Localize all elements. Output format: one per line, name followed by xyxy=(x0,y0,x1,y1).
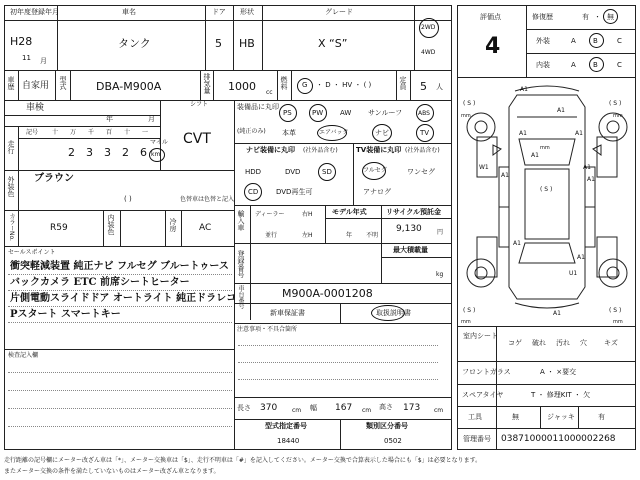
navi-hdd: HDD xyxy=(245,168,262,176)
class-label: 類別区分番号 xyxy=(366,422,408,430)
svg-text:mm: mm xyxy=(613,113,623,119)
navi-label: ナビ装備に丸印 xyxy=(246,146,295,154)
mile-unit: マイル xyxy=(150,139,168,146)
seat-item: 汚れ xyxy=(556,339,570,347)
diagram-label: A1 xyxy=(501,172,509,179)
tv-label: TV装備に丸印 xyxy=(356,146,402,154)
navi-sub: (社外品含む) xyxy=(303,147,338,154)
capacity-unit: 人 xyxy=(436,83,443,91)
svg-text:mm: mm xyxy=(540,145,550,151)
seat-item: コゲ xyxy=(508,339,522,347)
recycle-yen: 円 xyxy=(437,229,444,236)
chassis-value: M900A-0001208 xyxy=(282,287,373,300)
length-value: 370 xyxy=(260,403,278,413)
import-left: 左H xyxy=(302,232,313,239)
height-cm: cm xyxy=(434,407,444,414)
equip-leather: 本革 xyxy=(282,129,296,137)
import-dealer: ディーラー xyxy=(255,211,285,218)
type-label: 型式指定番号 xyxy=(265,422,307,430)
glass-value: A ・ ×要交 xyxy=(540,368,577,376)
shift-label: シフト xyxy=(190,101,209,108)
navi-cd: CD xyxy=(248,188,259,196)
mileage-digits-label: 記号 xyxy=(26,129,39,136)
width-value: 167 xyxy=(335,403,353,413)
model-label: 型式 xyxy=(59,76,67,90)
mileage-unit-label: 十 xyxy=(52,129,59,136)
usage-value: 自家用 xyxy=(22,81,50,91)
svg-text:mm: mm xyxy=(461,113,471,119)
exterior-color: ブラウン xyxy=(34,173,74,184)
diagram-label: U1 xyxy=(569,270,578,277)
equip-aw: AW xyxy=(340,109,352,117)
diagram-label: A1 xyxy=(513,240,521,247)
length-cm: cm xyxy=(292,407,302,414)
doors-value: 5 xyxy=(215,37,222,50)
km-unit: km xyxy=(151,151,161,158)
jack-label: ジャッキ xyxy=(547,413,575,421)
type-value: 18440 xyxy=(277,437,300,445)
tools-value: 無 xyxy=(512,413,519,421)
length-label: 長さ xyxy=(237,404,251,412)
model-value: DBA-M900A xyxy=(96,80,162,93)
navi-dvd-play: DVD再生可 xyxy=(276,188,313,196)
mileage-unit-label: 千 xyxy=(88,129,95,136)
mileage-digit: 3 xyxy=(104,146,111,159)
sales-line-1: 衝突軽減装置 純正ナビ フルセグ ブルートゥース xyxy=(10,261,229,272)
int-b: B xyxy=(593,61,598,69)
usage-label: 車歴 xyxy=(7,76,15,90)
car-name-label: 車名 xyxy=(122,8,136,16)
grade-value: X “S” xyxy=(318,37,348,50)
load-unit: kg xyxy=(436,271,444,278)
inspection-year: 年 xyxy=(106,115,113,123)
sales-line-2: バックカメラ ETC 前席シートヒーター xyxy=(10,277,190,288)
inspection-month: 月 xyxy=(148,115,155,123)
navi-sd: SD xyxy=(322,168,332,176)
mileage-unit-label: 万 xyxy=(70,129,77,136)
diagram-s-mark: ( S ) xyxy=(463,100,476,107)
diagram-s-mark: ( S ) xyxy=(463,307,476,314)
svg-text:mm: mm xyxy=(613,319,623,325)
diagram-label: A1 xyxy=(583,164,591,171)
exterior-paren: ( ) xyxy=(124,195,132,203)
ext-label: 外装 xyxy=(536,37,550,45)
diagram-label: A1 xyxy=(575,130,583,137)
diagram-s-mark: ( S ) xyxy=(609,307,622,314)
exterior-label: 外装色 xyxy=(7,176,15,197)
notes-label: 注意事項・不具合箇所 xyxy=(237,326,298,333)
main-form xyxy=(4,5,452,450)
model-year-year: 年 xyxy=(346,232,353,239)
int-a: A xyxy=(571,61,576,69)
equip-ps: PS xyxy=(283,109,292,117)
drive-2wd: 2WD xyxy=(421,24,436,31)
manual-label: 取扱説明書 xyxy=(376,309,411,317)
displacement-label: 排気量 xyxy=(203,73,211,94)
tv-sub: (社外品含む) xyxy=(405,147,440,154)
tools-label: 工具 xyxy=(468,413,482,421)
color-no-value: R59 xyxy=(50,223,68,233)
doors-label: ドア xyxy=(212,8,226,16)
ext-c: C xyxy=(617,37,622,45)
mileage-unit-label: 十 xyxy=(124,129,131,136)
capacity-label: 定員 xyxy=(399,76,407,90)
equip-sunroof: サンルーフ xyxy=(368,109,403,117)
height-value: 173 xyxy=(403,403,421,413)
warranty-label: 新車保証書 xyxy=(270,309,305,317)
int-c: C xyxy=(617,61,622,69)
first-reg-era: H28 xyxy=(10,35,33,48)
glass-label: フロントガラス xyxy=(462,368,511,376)
exterior-note: 色替車は色替と記入 xyxy=(180,196,235,203)
equip-navi: ナビ xyxy=(375,129,389,137)
month-unit: 月 xyxy=(40,57,47,65)
equip-abs: ABS xyxy=(418,110,430,117)
diagram-label: A1 xyxy=(519,130,527,137)
fuel-g: G xyxy=(302,81,308,89)
sales-label: セールスポイント xyxy=(8,249,56,256)
mileage-digit: 3 xyxy=(86,146,93,159)
score-value: 4 xyxy=(485,34,501,59)
displacement-value: 1000 xyxy=(228,80,256,93)
width-cm: cm xyxy=(362,407,372,414)
capacity-value: 5 xyxy=(420,80,427,93)
diagram-label: A1 xyxy=(577,254,585,261)
equip-pw: PW xyxy=(312,109,324,117)
diagram-label: A1 xyxy=(557,107,565,114)
equip-sub: (純正のみ) xyxy=(237,128,266,135)
spare-label: スペアタイヤ xyxy=(462,391,504,399)
seat-item: キズ xyxy=(604,339,618,347)
ext-b: B xyxy=(593,37,598,45)
reg-label: 登録番号 xyxy=(237,250,245,278)
first-reg-month: 11 xyxy=(22,54,31,62)
color-no-label: カラーNo. xyxy=(8,213,15,241)
shape-value: HB xyxy=(239,37,255,50)
tv-analog: アナログ xyxy=(363,188,391,196)
seat-item: 破れ xyxy=(532,339,546,347)
equip-airbag: エアバック xyxy=(319,129,349,136)
mileage-label: 走行 xyxy=(7,140,15,154)
int-label: 内装 xyxy=(536,61,550,69)
mgmt-label: 管理番号 xyxy=(463,435,491,443)
mileage-digit: 2 xyxy=(122,146,129,159)
shape-label: 形状 xyxy=(240,8,254,16)
fuel-options: ・ D ・ HV ・ ( ) xyxy=(316,81,372,89)
car-name: タンク xyxy=(118,37,151,50)
grade-label: グレード xyxy=(325,8,353,16)
tv-oneseg: ワンセグ xyxy=(407,168,435,176)
chassis-label: 車台番号 xyxy=(237,285,244,309)
height-label: 高さ xyxy=(379,403,393,411)
drive-4wd: 4WD xyxy=(421,49,436,56)
diagram-label: A1 xyxy=(553,310,561,317)
svg-text:mm: mm xyxy=(461,319,471,325)
load-label: 最大積載量 xyxy=(393,246,428,254)
shift-value: CVT xyxy=(183,131,211,147)
mileage-digit: 6 xyxy=(140,146,147,159)
model-year-label: モデル年式 xyxy=(332,208,367,216)
repair-yes: 有 xyxy=(582,13,589,21)
car-damage-diagram xyxy=(457,77,636,327)
mileage-unit-label: 百 xyxy=(106,129,113,136)
diagram-label: A1 xyxy=(587,176,595,183)
diagram-label: A1 xyxy=(531,152,539,159)
sales-line-4: Pスタート スマートキー xyxy=(10,309,121,320)
sales-line-3: 片側電動スライドドア オートライト 純正ドラレコ xyxy=(10,293,237,304)
aircon-value: AC xyxy=(199,223,212,233)
inspection-label: 車検 xyxy=(26,103,45,113)
model-year-unknown: 不明 xyxy=(366,232,379,239)
import-label: 輸入車 xyxy=(237,210,245,231)
class-value: 0502 xyxy=(384,437,402,445)
aircon-label: 冷房 xyxy=(169,218,177,232)
mgmt-value: 03871000011000002268 xyxy=(501,434,616,444)
tv-fullseg: フルセグ xyxy=(363,167,387,174)
equip-tv: TV xyxy=(420,129,430,137)
diagram-label: A1 xyxy=(520,86,528,93)
cc-unit: cc xyxy=(266,89,273,96)
recycle-label: リサイクル預託金 xyxy=(386,208,442,216)
first-reg-label: 初年度登録年月 xyxy=(10,8,59,16)
recycle-value: 9,130 xyxy=(396,224,422,234)
seat-item: 穴 xyxy=(580,339,587,347)
ext-a: A xyxy=(571,37,576,45)
repair-label: 修復歴 xyxy=(532,13,553,21)
diagram-s-mark: ( S ) xyxy=(540,186,553,193)
score-label: 評価点 xyxy=(480,13,501,21)
import-parallel: 並行 xyxy=(265,232,278,239)
spare-value: T ・ 修理KIT ・ 欠 xyxy=(531,391,591,399)
repair-no: 無 xyxy=(607,13,614,21)
footer-line-1: 走行距離の記号欄にメーター改ざん車は「*」、メーター交換車は「$」、走行不明車は「#」を記入してください。メーター交換で合算表示した場合にも「$」は必要となります。 xyxy=(4,457,482,464)
jack-value: 有 xyxy=(598,413,605,421)
width-label: 幅 xyxy=(310,404,317,412)
inspector-label: 検査記入欄 xyxy=(8,352,39,359)
import-right: 右H xyxy=(302,211,313,218)
equip-label: 装備品に丸印 xyxy=(237,103,279,111)
navi-dvd: DVD xyxy=(285,168,301,176)
interior-color-label: 内装色 xyxy=(107,214,115,235)
fuel-label: 燃料 xyxy=(280,76,288,90)
mileage-digit: 2 xyxy=(68,146,75,159)
seat-label: 室内シート xyxy=(463,332,498,340)
mileage-unit-label: 一 xyxy=(142,129,149,136)
diagram-s-mark: ( S ) xyxy=(609,100,622,107)
diagram-label: W1 xyxy=(479,164,489,171)
footer-line-2: またメーター交換の条件を満たしていないものはメーター改ざん車となります。 xyxy=(4,468,220,475)
